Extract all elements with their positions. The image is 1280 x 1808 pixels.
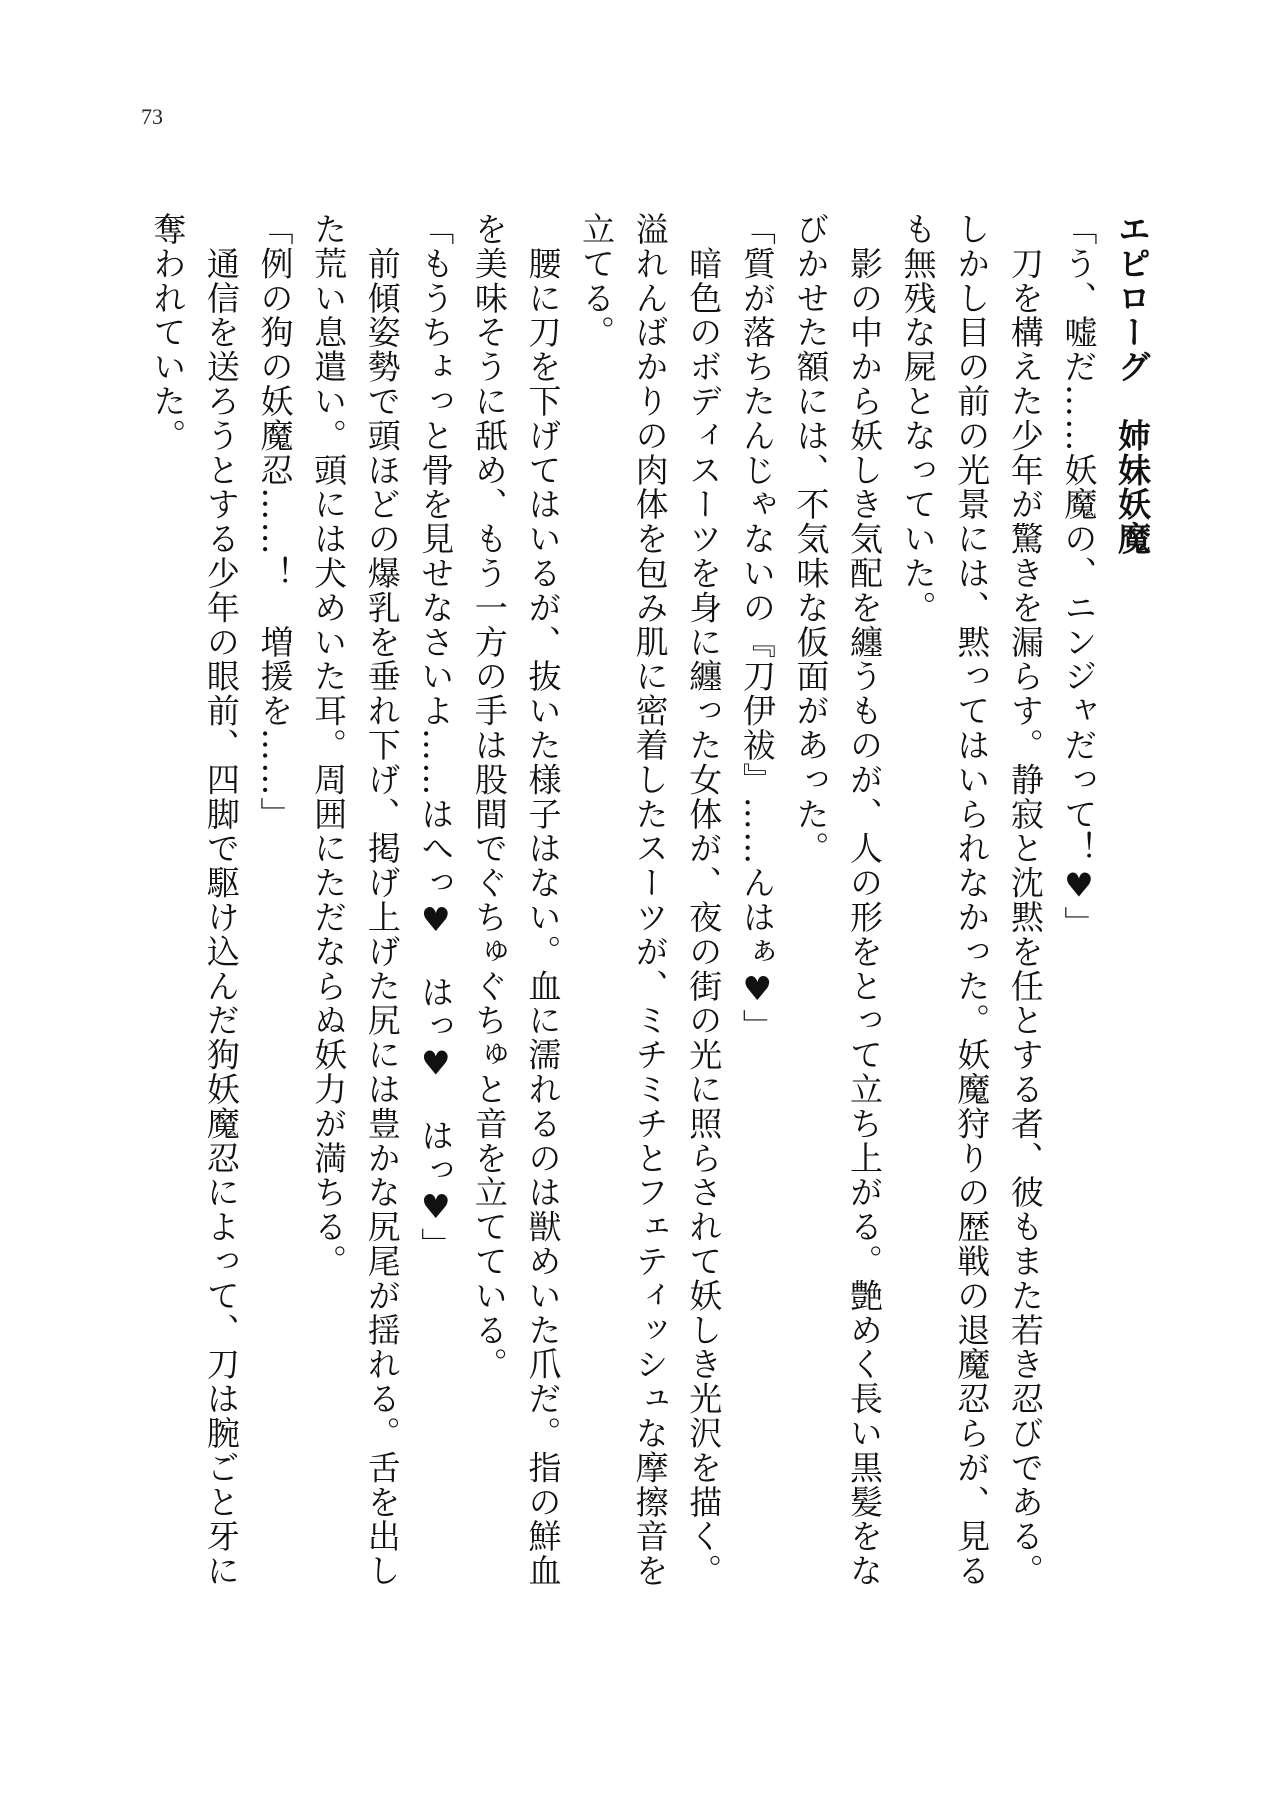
page-number: 73: [141, 104, 163, 129]
text-line: 「もうちょっと骨を見せなさいよ……はへっ♥ はっ♥ はっ♥」: [416, 212, 456, 1262]
text-line: 「質が落ちたんじゃないの『刀伊祓』……んはぁ♥」: [737, 212, 777, 1044]
text-line: びかせた額には、不気味な仮面があった。: [791, 212, 831, 866]
text-line: た荒い息遣い。頭には犬めいた耳。周囲にただならぬ妖力が満ちる。: [309, 212, 349, 1279]
text-line: 前傾姿勢で頭ほどの爆乳を垂れ下げ、掲げ上げた尻には豊かな尻尾が揺れる。舌を出し: [362, 212, 402, 1588]
text-line: 刀を構えた少年が驚きを漏らす。静寂と沈黙を任とする者、彼もまた若き忍びである。: [1005, 212, 1045, 1588]
text-line: 腰に刀を下げてはいるが、抜いた様子はない。血に濡れるのは獣めいた爪だ。指の鮮血: [523, 212, 563, 1588]
vertical-text-body: [139, 212, 1159, 1607]
text-line: 通信を送ろうとする少年の眼前、四脚で駆け込んだ狗妖魔忍によって、刀は腕ごと牙に: [201, 212, 241, 1588]
chapter-heading: エピローグ 姉妹妖魔: [1113, 212, 1152, 556]
text-line: も無残な屍となっていた。: [898, 212, 938, 625]
text-line: 「例の狗の妖魔忍……！ 増援を……」: [255, 212, 295, 832]
text-line: 「う、嘘だ……妖魔の、ニンジャだって！♥」: [1059, 212, 1099, 941]
text-line: しかし目の前の光景には、黙ってはいられなかった。妖魔狩りの歴戦の退魔忍らが、見る: [952, 212, 992, 1588]
text-line: 溢れんばかりの肉体を包み肌に密着したスーツが、ミチミチとフェティッシュな摩擦音を: [630, 212, 670, 1588]
text-line: 立てる。: [577, 212, 617, 350]
text-line: 奪われていた。: [148, 212, 188, 453]
text-line: を美味そうに舐め、もう一方の手は股間でぐちゅぐちゅと音を立てている。: [469, 212, 509, 1382]
text-line: 影の中から妖しき気配を纏うものが、人の形をとって立ち上がる。艶めく長い黒髪をな: [845, 212, 885, 1588]
text-line: 暗色のボディスーツを身に纏った女体が、夜の街の光に照らされて妖しき光沢を描く。: [684, 212, 724, 1589]
